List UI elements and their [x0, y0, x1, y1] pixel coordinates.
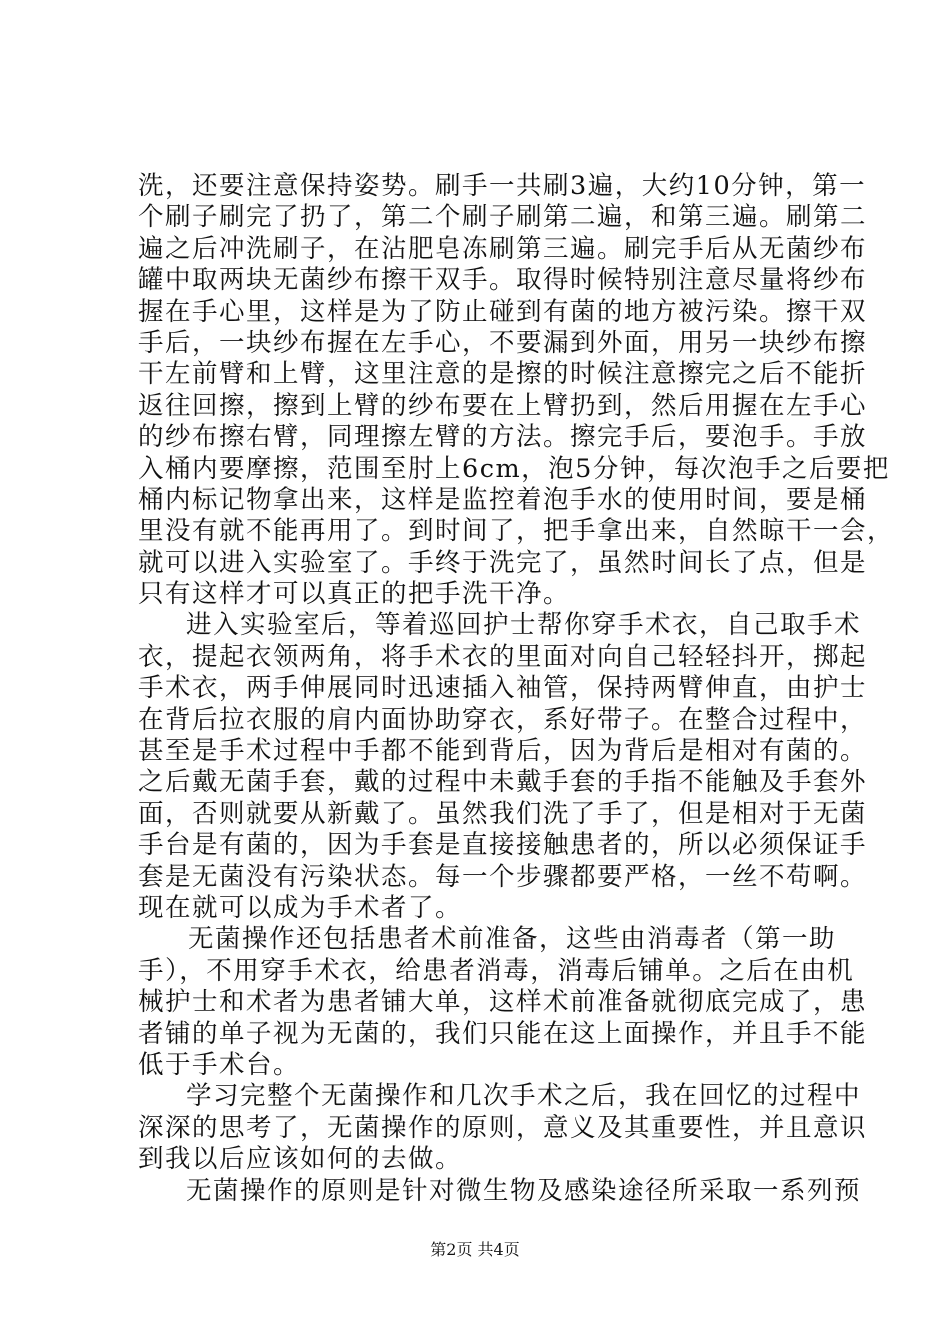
- text-line: 里没有就不能再用了。到时间了，把手拿出来，自然晾干一会，: [138, 516, 895, 547]
- text-line: 手），不用穿手术衣，给患者消毒，消毒后铺单。之后在由机: [138, 955, 855, 986]
- text-line: 返往回擦，擦到上臂的纱布要在上臂扔到，然后用握在左手心: [138, 390, 868, 421]
- text-line: 手后，一块纱布握在左手心，不要漏到外面，用另一块纱布擦: [138, 327, 868, 358]
- text-line: 遍之后冲洗刷子，在沾肥皂冻刷第三遍。刷完手后从无菌纱布: [138, 233, 868, 264]
- text-line: 洗，还要注意保持姿势。刷手一共刷3遍，大约10分钟，第一: [138, 171, 867, 201]
- text-line: 干左前臂和上臂，这里注意的是擦的时候注意擦完之后不能折: [138, 359, 868, 390]
- paragraph-start-line: 进入实验室后，等着巡回护士帮你穿手术衣，自己取手术: [186, 610, 862, 641]
- text-line: 衣，提起衣领两角，将手术衣的里面对向自己轻轻抖开，掷起: [138, 641, 868, 672]
- text-line: 只有这样才可以真正的把手洗干净。: [138, 579, 571, 610]
- text-line: 械护士和术者为患者铺大单，这样术前准备就彻底完成了，患: [138, 987, 868, 1018]
- text-line: 低于手术台。: [138, 1049, 301, 1080]
- text-line: 手术衣，两手伸展同时迅速插入袖管，保持两臂伸直，由护士: [138, 673, 868, 704]
- text-line: 就可以进入实验室了。手终于洗完了，虽然时间长了点，但是: [138, 547, 868, 578]
- text-line: 到我以后应该如何的去做。: [138, 1144, 463, 1175]
- text-line: 甚至是手术过程中手都不能到背后，因为背后是相对有菌的。: [138, 736, 868, 767]
- paragraph-start-line: 无菌操作的原则是针对微生物及感染途径所采取一系列预: [186, 1175, 862, 1206]
- text-line: 个刷子刷完了扔了，第二个刷子刷第二遍，和第三遍。刷第二: [138, 202, 868, 233]
- text-line: 套是无菌没有污染状态。每一个步骤都要严格，一丝不苟啊。: [138, 861, 868, 892]
- text-line: 入桶内要摩擦，范围至肘上6cm，泡5分钟，每次泡手之后要把: [138, 453, 890, 484]
- text-line: 桶内标记物拿出来，这样是监控着泡手水的使用时间，要是桶: [138, 484, 868, 515]
- text-line: 之后戴无菌手套，戴的过程中未戴手套的手指不能触及手套外: [138, 767, 868, 798]
- text-line: 握在手心里，这样是为了防止碰到有菌的地方被污染。擦干双: [138, 296, 868, 327]
- text-line: 深深的思考了，无菌操作的原则，意义及其重要性，并且意识: [138, 1112, 868, 1143]
- text-line: 面，否则就要从新戴了。虽然我们洗了手了，但是相对于无菌: [138, 798, 868, 829]
- document-body: [138, 171, 895, 1207]
- text-line: 的纱布擦右臂，同理擦左臂的方法。擦完手后，要泡手。手放: [138, 422, 868, 453]
- paragraph-start-line: 无菌操作还包括患者术前准备，这些由消毒者（第一助: [188, 924, 837, 955]
- text-line: 现在就可以成为手术者了。: [138, 892, 463, 923]
- paragraph-start-line: 学习完整个无菌操作和几次手术之后，我在回忆的过程中: [186, 1081, 862, 1112]
- page-number: 第2页 共4页: [430, 1240, 520, 1259]
- text-line: 在背后拉衣服的肩内面协助穿衣，系好带子。在整合过程中，: [138, 704, 868, 735]
- text-line: 者铺的单子视为无菌的，我们只能在这上面操作，并且手不能: [138, 1018, 868, 1049]
- page-footer: [0, 1240, 950, 1260]
- text-line: 罐中取两块无菌纱布擦干双手。取得时候特别注意尽量将纱布: [138, 265, 868, 296]
- text-line: 手台是有菌的，因为手套是直接接触患者的，所以必须保证手: [138, 830, 868, 861]
